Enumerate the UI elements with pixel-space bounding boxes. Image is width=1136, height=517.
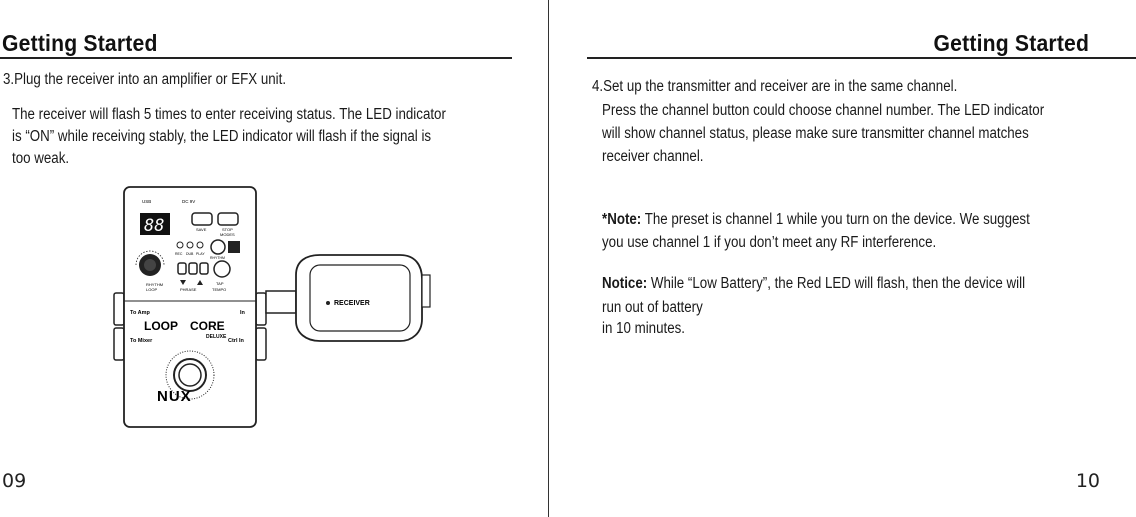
note-line-1 — [602, 209, 1104, 231]
usb-label: USB — [142, 199, 152, 204]
ctrl-in-label: Ctrl In — [228, 338, 244, 344]
save-label: SAVE — [196, 227, 207, 232]
note-text: The preset is channel 1 while you turn on the device. We suggest — [641, 211, 1030, 228]
nux-logo: NUX — [157, 388, 192, 405]
rhythm-loop-label: RHYTHM — [146, 282, 164, 287]
step-4-text: 4.Set up the transmitter and receiver are in the same channel. — [592, 78, 958, 95]
rhythm-label: RHYTHM — [210, 256, 225, 260]
stop-button — [218, 213, 238, 225]
tap-label: TAP — [216, 281, 224, 286]
page-left — [0, 0, 548, 517]
page-number-right: 10 — [1075, 470, 1100, 492]
rhythm-switch — [228, 241, 240, 253]
step-4-line-2: will show channel status, please make sure transmitter channel matches — [602, 125, 1029, 142]
deluxe-label: DELUXE — [206, 334, 227, 340]
note-label: *Note: — [602, 211, 642, 228]
dub-label: DUB — [186, 252, 194, 256]
heading-rule — [0, 57, 512, 59]
heading-rule — [587, 57, 1136, 59]
left-jack-bottom — [114, 328, 124, 360]
receiver-face — [310, 265, 410, 331]
step-3-text: 3.Plug the receiver into an amplifier or EFX unit. — [3, 71, 287, 88]
step-4-line-3: receiver channel. — [602, 148, 704, 165]
receiver-plug — [266, 291, 296, 313]
modes-label: MODES — [220, 232, 235, 237]
phrase-button-1 — [178, 263, 186, 274]
dc-label: DC 9V — [182, 199, 196, 204]
play-label: PLAY — [196, 252, 205, 256]
notice-text: While “Low Battery”, the Red LED will flash, then the device will — [647, 275, 1026, 292]
play-led — [197, 242, 203, 248]
receiver-led — [326, 301, 330, 305]
rec-led — [177, 242, 183, 248]
save-button — [192, 213, 212, 225]
to-mixer-label: To Mixer — [130, 338, 153, 344]
phrase-label: PHRASE — [180, 287, 197, 292]
step-3-line-3: too weak. — [12, 150, 70, 167]
loop-core-pedal-illustration — [110, 183, 450, 433]
right-jack-top — [256, 293, 266, 325]
in-label: In — [240, 310, 245, 316]
dub-led — [187, 242, 193, 248]
note-line-2: you use channel 1 if you don’t meet any RF interference. — [602, 234, 937, 251]
step-4-line-1: Press the channel button could choose channel number. The LED indicator — [602, 102, 1045, 119]
phrase-button-2 — [189, 263, 197, 274]
step-3-line-1: The receiver will flash 5 times to enter receiving status. The LED indicator — [12, 106, 446, 123]
stop-label: STOP — [222, 227, 233, 232]
page-heading: Getting Started — [933, 30, 1089, 56]
loop-label: LOOP — [146, 287, 158, 292]
led-display-digits: 88 — [144, 216, 165, 236]
footswitch-inner — [179, 364, 201, 386]
receiver-label: RECEIVER — [334, 300, 370, 307]
tempo-label: TEMPO — [212, 287, 227, 292]
volume-knob-cap — [144, 259, 156, 271]
left-jack-top — [114, 293, 124, 325]
page-right — [549, 0, 1136, 517]
brand-loop: LOOP — [144, 319, 179, 333]
page-number-left: 09 — [2, 470, 27, 492]
tap-button — [214, 261, 230, 277]
step-3-line-2: is “ON” while receiving stably, the LED indicator will flash if the signal is — [12, 128, 432, 145]
to-amp-label: To Amp — [130, 310, 150, 316]
page-heading: Getting Started — [2, 30, 158, 56]
receiver-side — [422, 275, 430, 307]
rhythm-button — [211, 240, 225, 254]
rec-label: REC — [175, 252, 183, 256]
notice-line-3: in 10 minutes. — [602, 320, 685, 337]
right-jack-bottom — [256, 328, 266, 360]
notice-line-2: run out of battery — [602, 299, 703, 316]
brand-core: CORE — [190, 319, 225, 333]
notice-label: Notice: — [602, 275, 648, 292]
notice-line-1 — [602, 273, 1104, 295]
phrase-button-3 — [200, 263, 208, 274]
